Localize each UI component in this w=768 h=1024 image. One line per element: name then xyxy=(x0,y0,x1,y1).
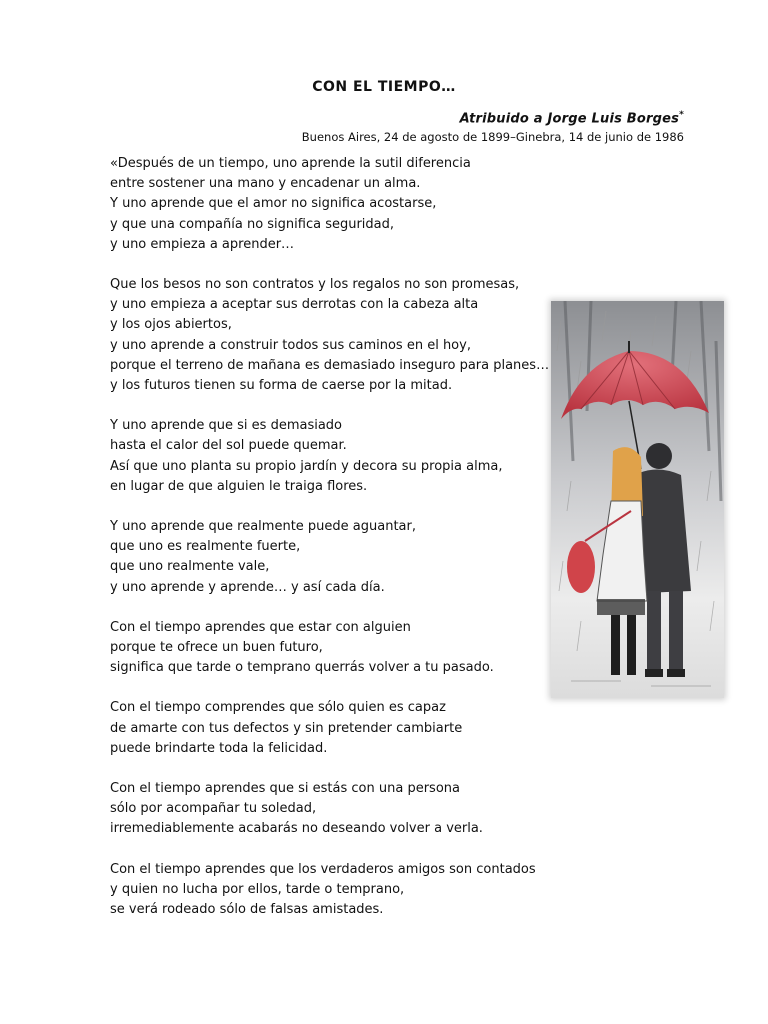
poem-stanza xyxy=(110,698,550,759)
poem-line: Así que uno planta su propio jardín y decora su propia alma, xyxy=(110,458,503,474)
poem-line: que uno realmente vale, xyxy=(110,559,270,575)
poem-title: CON EL TIEMPO… xyxy=(312,79,456,95)
poem-line: Con el tiempo aprendes que estar con alguien xyxy=(110,619,411,635)
poem-line: sólo por acompañar tu soledad, xyxy=(110,801,317,817)
poem-line: y uno aprende y aprende… y así cada día. xyxy=(110,579,385,595)
poem-line: porque te ofrece un buen futuro, xyxy=(110,640,323,656)
poem-stanza xyxy=(110,860,550,921)
poem-line: Y uno aprende que el amor no significa acostarse, xyxy=(110,196,437,212)
author-attribution xyxy=(460,110,684,126)
poem-line: y los ojos abiertos, xyxy=(110,317,232,333)
poem-line: se verá rodeado sólo de falsas amistades. xyxy=(110,902,384,918)
poem-stanza xyxy=(110,618,550,679)
poem-line: Con el tiempo comprendes que sólo quien es capaz xyxy=(110,700,446,716)
poem-stanza xyxy=(110,154,550,255)
poem-line: Con el tiempo aprendes que los verdaderos amigos son contados xyxy=(110,861,536,877)
poem-line: «Después de un tiempo, uno aprende la sutil diferencia xyxy=(110,156,471,171)
author-dates: Buenos Aires, 24 de agosto de 1899–Ginebra, 14 de junio de 1986 xyxy=(301,130,684,144)
poem-line: entre sostener una mano y encadenar un alma. xyxy=(110,176,421,192)
poem-line: puede brindarte toda la felicidad. xyxy=(110,740,328,756)
poem-line: Y uno aprende que realmente puede aguantar, xyxy=(110,519,416,535)
poem-line: y uno empieza a aprender… xyxy=(110,236,295,252)
poem-line: y los futuros tienen su forma de caerse por la mitad. xyxy=(110,378,453,394)
poem-line: y uno empieza a aceptar sus derrotas con la cabeza alta xyxy=(110,297,479,313)
poem-line: de amarte con tus defectos y sin pretender cambiarte xyxy=(110,720,463,736)
author-name: Atribuido a Jorge Luis Borges xyxy=(459,111,680,127)
poem-stanza xyxy=(110,779,550,840)
poem-line: porque el terreno de mañana es demasiado inseguro para planes… xyxy=(110,357,550,373)
footnote-mark: * xyxy=(679,110,684,120)
poem-line: y que una compañía no significa seguridad, xyxy=(110,216,395,232)
poem-body xyxy=(110,154,550,940)
poem-stanza xyxy=(110,416,550,497)
poem-line: irremediablemente acabarás no deseando volver a verla. xyxy=(110,821,483,837)
poem-line: significa que tarde o temprano querrás volver a tu pasado. xyxy=(110,660,494,676)
poem-line: Con el tiempo aprendes que si estás con una persona xyxy=(110,781,460,797)
poem-line: Y uno aprende que si es demasiado xyxy=(110,418,343,434)
umbrella-couple-painting xyxy=(551,301,724,698)
poem-line: en lugar de que alguien le traiga flores. xyxy=(110,478,368,494)
poem-line: Que los besos no son contratos y los regalos no son promesas, xyxy=(110,277,520,293)
poem-line: hasta el calor del sol puede quemar. xyxy=(110,438,347,454)
poem-line: y uno aprende a construir todos sus caminos en el hoy, xyxy=(110,337,471,353)
poem-stanza xyxy=(110,275,550,396)
poem-stanza xyxy=(110,517,550,598)
poem-line: que uno es realmente fuerte, xyxy=(110,539,301,555)
poem-line: y quien no lucha por ellos, tarde o temprano, xyxy=(110,881,405,897)
